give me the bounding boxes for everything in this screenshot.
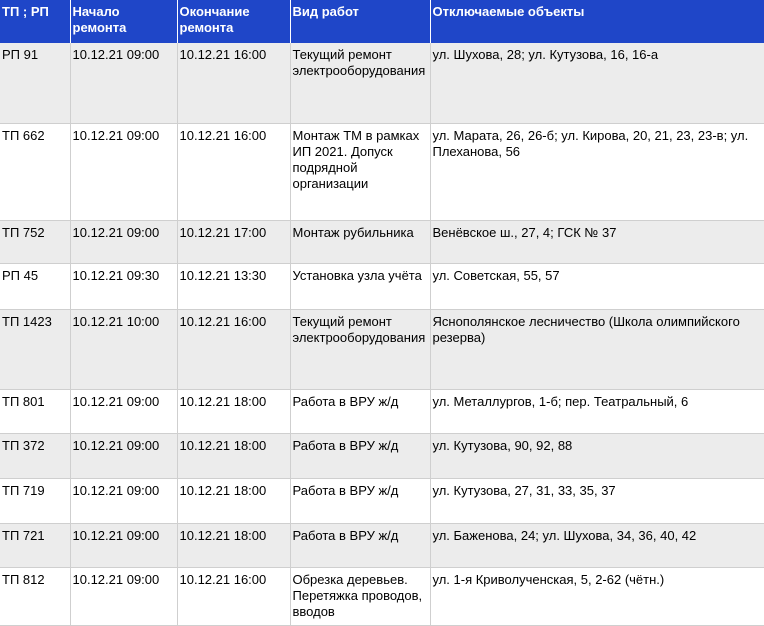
cell-start: 10.12.21 09:30 <box>70 263 177 309</box>
cell-work: Обрезка деревьев. Перетяжка проводов, вводов <box>290 567 430 625</box>
cell-objects: ул. Марата, 26, 26-б; ул. Кирова, 20, 21, 23, 23-в; ул. Плеханова, 56 <box>430 123 764 220</box>
cell-tp: ТП 662 <box>0 123 70 220</box>
cell-tp: ТП 812 <box>0 567 70 625</box>
cell-start: 10.12.21 09:00 <box>70 478 177 523</box>
cell-end: 10.12.21 13:30 <box>177 263 290 309</box>
cell-tp: РП 45 <box>0 263 70 309</box>
header-end: Окончание ремонта <box>177 0 290 43</box>
header-tp: ТП ; РП <box>0 0 70 43</box>
cell-objects: ул. Кутузова, 90, 92, 88 <box>430 433 764 478</box>
table-row <box>0 523 764 567</box>
table-row <box>0 478 764 523</box>
header-row <box>0 0 764 43</box>
cell-end: 10.12.21 18:00 <box>177 523 290 567</box>
cell-start: 10.12.21 09:00 <box>70 123 177 220</box>
cell-tp: ТП 719 <box>0 478 70 523</box>
cell-start: 10.12.21 10:00 <box>70 309 177 389</box>
cell-end: 10.12.21 16:00 <box>177 309 290 389</box>
cell-start: 10.12.21 09:00 <box>70 567 177 625</box>
cell-objects: ул. Шухова, 28; ул. Кутузова, 16, 16-а <box>430 43 764 123</box>
table-row <box>0 433 764 478</box>
cell-end: 10.12.21 18:00 <box>177 389 290 433</box>
table-row <box>0 43 764 123</box>
cell-work: Установка узла учёта <box>290 263 430 309</box>
cell-work: Монтаж рубильника <box>290 220 430 263</box>
header-start: Начало ремонта <box>70 0 177 43</box>
cell-end: 10.12.21 16:00 <box>177 43 290 123</box>
table-row <box>0 389 764 433</box>
cell-end: 10.12.21 17:00 <box>177 220 290 263</box>
table-row <box>0 263 764 309</box>
cell-start: 10.12.21 09:00 <box>70 43 177 123</box>
cell-objects: Венёвское ш., 27, 4; ГСК № 37 <box>430 220 764 263</box>
cell-tp: ТП 801 <box>0 389 70 433</box>
cell-tp: РП 91 <box>0 43 70 123</box>
cell-objects: ул. Баженова, 24; ул. Шухова, 34, 36, 40, 42 <box>430 523 764 567</box>
cell-start: 10.12.21 09:00 <box>70 433 177 478</box>
table-row <box>0 123 764 220</box>
cell-objects: Яснополянское лесничество (Школа олимпийского резерва) <box>430 309 764 389</box>
table-row <box>0 309 764 389</box>
cell-tp: ТП 752 <box>0 220 70 263</box>
cell-start: 10.12.21 09:00 <box>70 389 177 433</box>
cell-end: 10.12.21 16:00 <box>177 567 290 625</box>
cell-objects: ул. 1-я Криволученская, 5, 2-62 (чётн.) <box>430 567 764 625</box>
cell-work: Работа в ВРУ ж/д <box>290 389 430 433</box>
cell-start: 10.12.21 09:00 <box>70 220 177 263</box>
cell-work: Работа в ВРУ ж/д <box>290 478 430 523</box>
cell-objects: ул. Кутузова, 27, 31, 33, 35, 37 <box>430 478 764 523</box>
cell-work: Текущий ремонт электрооборудования <box>290 43 430 123</box>
cell-objects: ул. Металлургов, 1-б; пер. Театральный, 6 <box>430 389 764 433</box>
cell-work: Текущий ремонт электрооборудования <box>290 309 430 389</box>
cell-work: Монтаж ТМ в рамках ИП 2021. Допуск подрядной организации <box>290 123 430 220</box>
cell-tp: ТП 721 <box>0 523 70 567</box>
header-work: Вид работ <box>290 0 430 43</box>
cell-objects: ул. Советская, 55, 57 <box>430 263 764 309</box>
cell-end: 10.12.21 16:00 <box>177 123 290 220</box>
cell-end: 10.12.21 18:00 <box>177 478 290 523</box>
cell-work: Работа в ВРУ ж/д <box>290 433 430 478</box>
header-objects: Отключаемые объекты <box>430 0 764 43</box>
cell-tp: ТП 1423 <box>0 309 70 389</box>
cell-work: Работа в ВРУ ж/д <box>290 523 430 567</box>
table-row <box>0 220 764 263</box>
cell-end: 10.12.21 18:00 <box>177 433 290 478</box>
cell-start: 10.12.21 09:00 <box>70 523 177 567</box>
cell-tp: ТП 372 <box>0 433 70 478</box>
table-row <box>0 567 764 625</box>
